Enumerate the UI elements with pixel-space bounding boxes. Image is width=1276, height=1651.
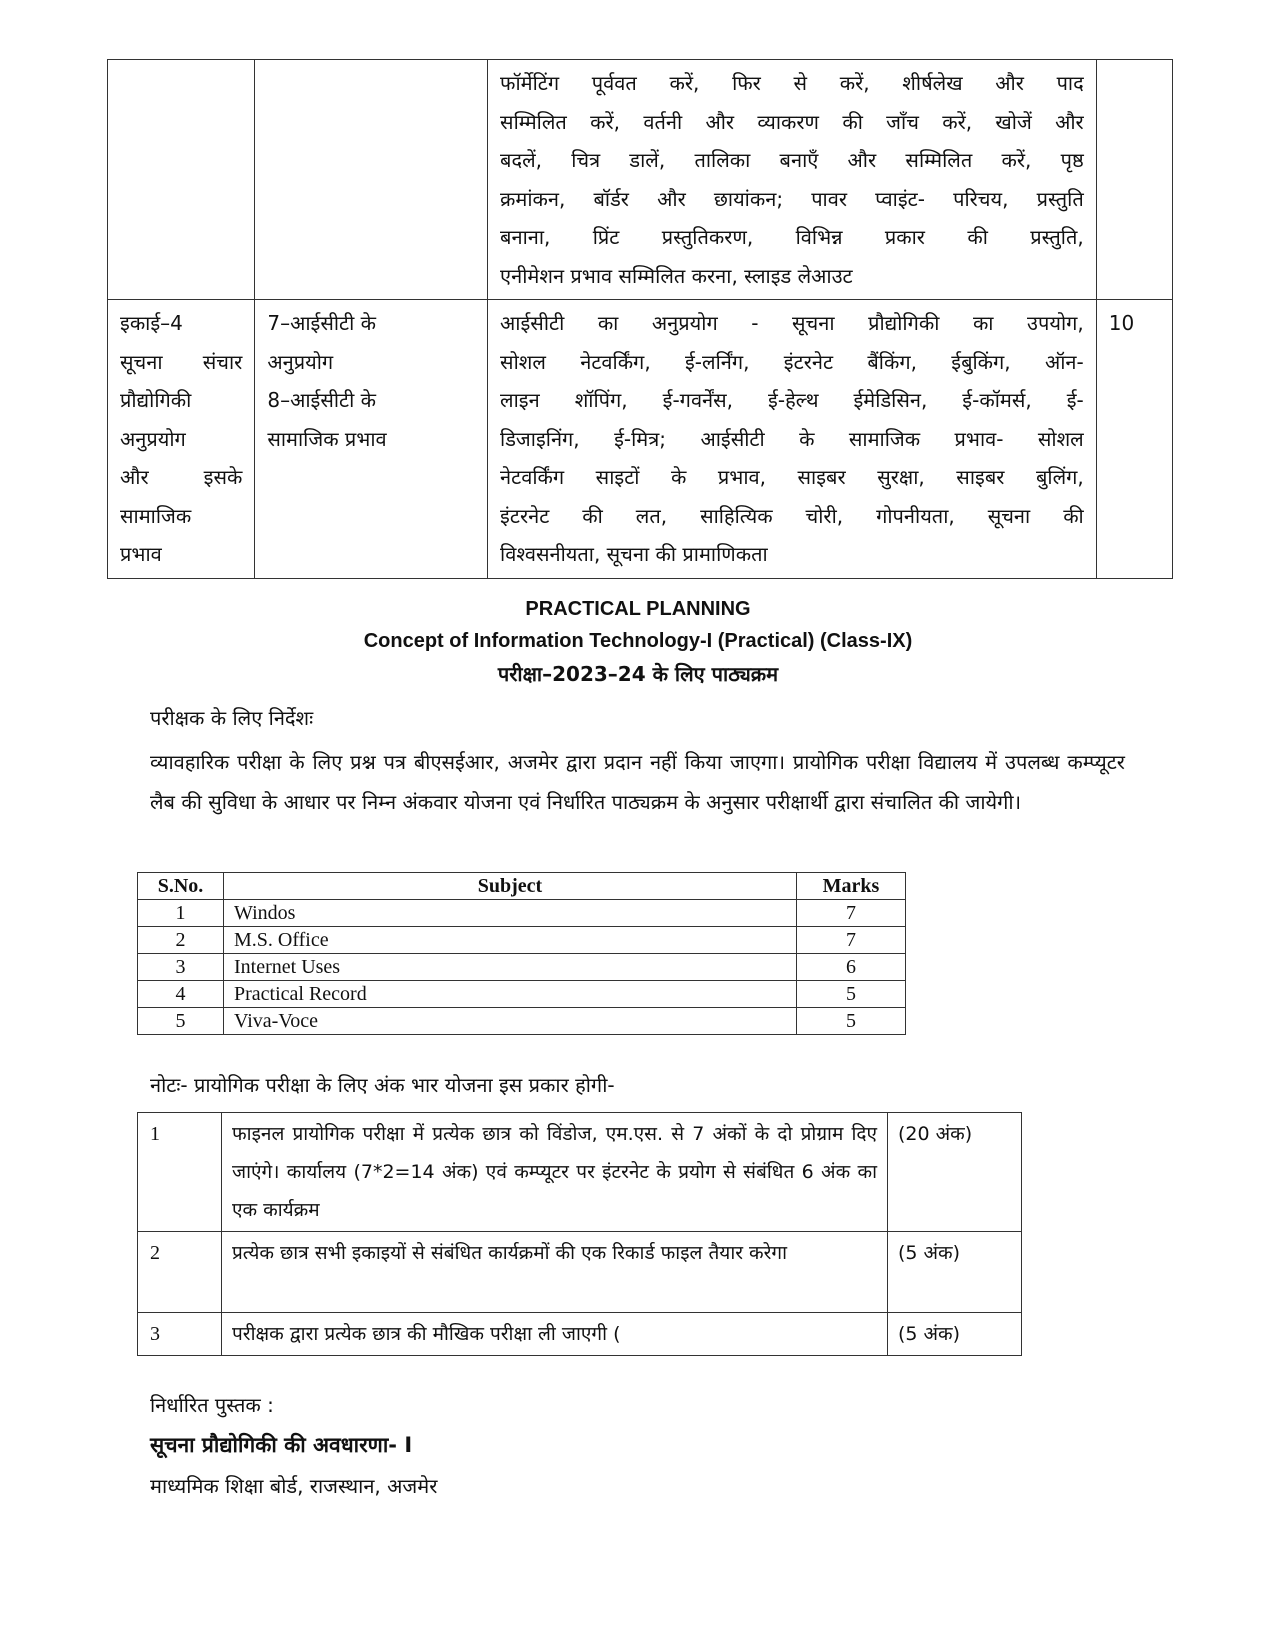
sno-cell: 4: [138, 981, 224, 1008]
content-line: डिजाइनिंग, ई-मित्र; आईसीटी के सामाजिक प्रभाव- सोशल: [500, 426, 1084, 451]
unit-cell: [108, 300, 255, 579]
marks-cell: 10: [1096, 300, 1172, 579]
instructions-heading: परीक्षक के लिए निर्देशः: [150, 706, 314, 730]
col-sno: S.No.: [138, 873, 224, 900]
marks-row: [138, 1008, 906, 1035]
marks-row: [138, 927, 906, 954]
syllabus-table-body: [108, 60, 1173, 579]
unit-line: प्रभाव: [120, 542, 162, 566]
topic-cell: [255, 300, 488, 579]
marks-cell: 7: [797, 900, 906, 927]
content-line: क्रमांकन, बॉर्डर और छायांकन; पावर प्वाइंट- परिचय, प्रस्तुति: [500, 186, 1084, 211]
unit-line: इकाई–4: [120, 311, 183, 335]
marks-cell: [1096, 60, 1172, 300]
sno-cell: 3: [138, 954, 224, 981]
sno-cell: 5: [138, 1008, 224, 1035]
plan-number: 1: [138, 1113, 222, 1232]
content-line: सम्मिलित करें, वर्तनी और व्याकरण की जाँच करें, खोजें और: [500, 109, 1084, 134]
plan-table: [137, 1112, 1022, 1356]
sno-cell: 1: [138, 900, 224, 927]
book-publisher: माध्यमिक शिक्षा बोर्ड, राजस्थान, अजमेर: [150, 1474, 438, 1498]
plan-marks: (5 अंक): [888, 1313, 1022, 1356]
marks-cell: 7: [797, 927, 906, 954]
plan-description: परीक्षक द्वारा प्रत्येक छात्र की मौखिक परीक्षा ली जाएगी (: [222, 1313, 888, 1356]
plan-description: प्रत्येक छात्र सभी इकाइयों से संबंधित कार्यक्रमों की एक रिकार्ड फाइल तैयार करेगा: [222, 1232, 888, 1313]
subject-cell: Practical Record: [224, 981, 797, 1008]
topic-line: सामाजिक प्रभाव: [267, 426, 387, 451]
plan-description: फाइनल प्रायोगिक परीक्षा में प्रत्येक छात्र को विंडोज, एम.एस. से 7 अंकों के दो प्रोग्राम दिए जाएंगे। कार्यालय (7*2=14 अंक) एवं कम्प्यूटर पर इंटरनेट के प्रयोग से संबंधित 6 अंक का एक कार्यक्रम: [222, 1113, 888, 1232]
marks-table: [137, 872, 906, 1035]
topic-line: 7–आईसीटी के: [267, 311, 377, 335]
book-title: सूचना प्रौद्योगिकी की अवधारणा- I: [150, 1433, 413, 1457]
marks-table-header: [138, 873, 906, 900]
plan-marks: (20 अंक): [888, 1113, 1022, 1232]
subject-cell: Internet Uses: [224, 954, 797, 981]
note-text: नोटः- प्रायोगिक परीक्षा के लिए अंक भार योजना इस प्रकार होगी-: [150, 1073, 615, 1097]
content-line: बदलें, चित्र डालें, तालिका बनाएँ और सम्मिलित करें, पृष्ठ: [500, 148, 1084, 172]
practical-title: PRACTICAL PLANNING: [525, 598, 751, 620]
marks-cell: 6: [797, 954, 906, 981]
content-line: नेटवर्किंग साइटों के प्रभाव, साइबर सुरक्षा, साइबर बुलिंग,: [500, 465, 1084, 489]
topic-line: अनुप्रयोग: [267, 349, 334, 374]
subject-cell: Windos: [224, 900, 797, 927]
unit-line: और इसके: [120, 465, 243, 489]
marks-cell: 5: [797, 1008, 906, 1035]
instructions-text: व्यावहारिक परीक्षा के लिए प्रश्न पत्र बीएसईआर, अजमेर द्वारा प्रदान नहीं किया जाएगा। प्रायोगिक परीक्षा विद्यालय में उपलब्ध कम्प्यूटर लैब की सुविधा के आधार पर निम्न अंकवार योजना एवं निर्धारित पाठ्यक्रम के अनुसार परीक्षार्थी द्वारा संचालित की जायेगी।: [150, 750, 1125, 814]
topic-line: 8–आईसीटी के: [267, 388, 377, 412]
unit-line: अनुप्रयोग: [120, 426, 186, 451]
syllabus-row: [108, 60, 1173, 300]
plan-number: 3: [138, 1313, 222, 1356]
plan-number: 2: [138, 1232, 222, 1313]
content-line: विश्वसनीयता, सूचना की प्रामाणिकता: [500, 542, 768, 566]
content-line: सोशल नेटवर्किंग, ई-लर्निंग, इंटरनेट बैंकिंग, ईबुकिंग, ऑन-: [500, 349, 1084, 374]
unit-line: प्रौद्योगिकी: [120, 388, 192, 412]
content-line: आईसीटी का अनुप्रयोग - सूचना प्रौद्योगिकी का उपयोग,: [500, 311, 1084, 335]
col-marks: Marks: [797, 873, 906, 900]
content-line: लाइन शॉपिंग, ई-गवर्नेंस, ई-हेल्थ ईमेडिसिन, ई-कॉमर्स, ई-: [500, 388, 1084, 412]
subject-cell: M.S. Office: [224, 927, 797, 954]
content-line: बनाना, प्रिंट प्रस्तुतिकरण, विभिन्न प्रकार की प्रस्तुति,: [500, 225, 1084, 249]
col-subject: Subject: [224, 873, 797, 900]
marks-cell: 5: [797, 981, 906, 1008]
syllabus-row: [108, 300, 1173, 579]
plan-marks: (5 अंक): [888, 1232, 1022, 1313]
marks-row: [138, 900, 906, 927]
syllabus-table: [107, 59, 1173, 579]
content-cell: [488, 300, 1097, 579]
marks-row: [138, 954, 906, 981]
plan-row: [138, 1232, 1022, 1313]
content-cell: [488, 60, 1097, 300]
exam-year-line: परीक्षा–2023–24 के लिए पाठ्यक्रम: [497, 662, 779, 686]
marks-row: [138, 981, 906, 1008]
unit-line: सूचना संचार: [120, 349, 243, 374]
unit-line: सामाजिक: [120, 503, 192, 528]
content-line: फॉर्मेटिंग पूर्ववत करें, फिर से करें, शीर्षलेख और पाद: [500, 71, 1084, 95]
plan-row: [138, 1113, 1022, 1232]
sno-cell: 2: [138, 927, 224, 954]
unit-cell: [108, 60, 255, 300]
book-label: निर्धारित पुस्तक :: [150, 1393, 274, 1417]
content-line: इंटरनेट की लत, साहित्यिक चोरी, गोपनीयता, सूचना की: [500, 503, 1084, 528]
subject-cell: Viva-Voce: [224, 1008, 797, 1035]
content-line: एनीमेशन प्रभाव सम्मिलित करना, स्लाइड लेआउट: [500, 263, 853, 288]
topic-cell: [255, 60, 488, 300]
practical-subtitle: Concept of Information Technology-I (Practical) (Class-IX): [363, 630, 913, 652]
plan-row: [138, 1313, 1022, 1356]
